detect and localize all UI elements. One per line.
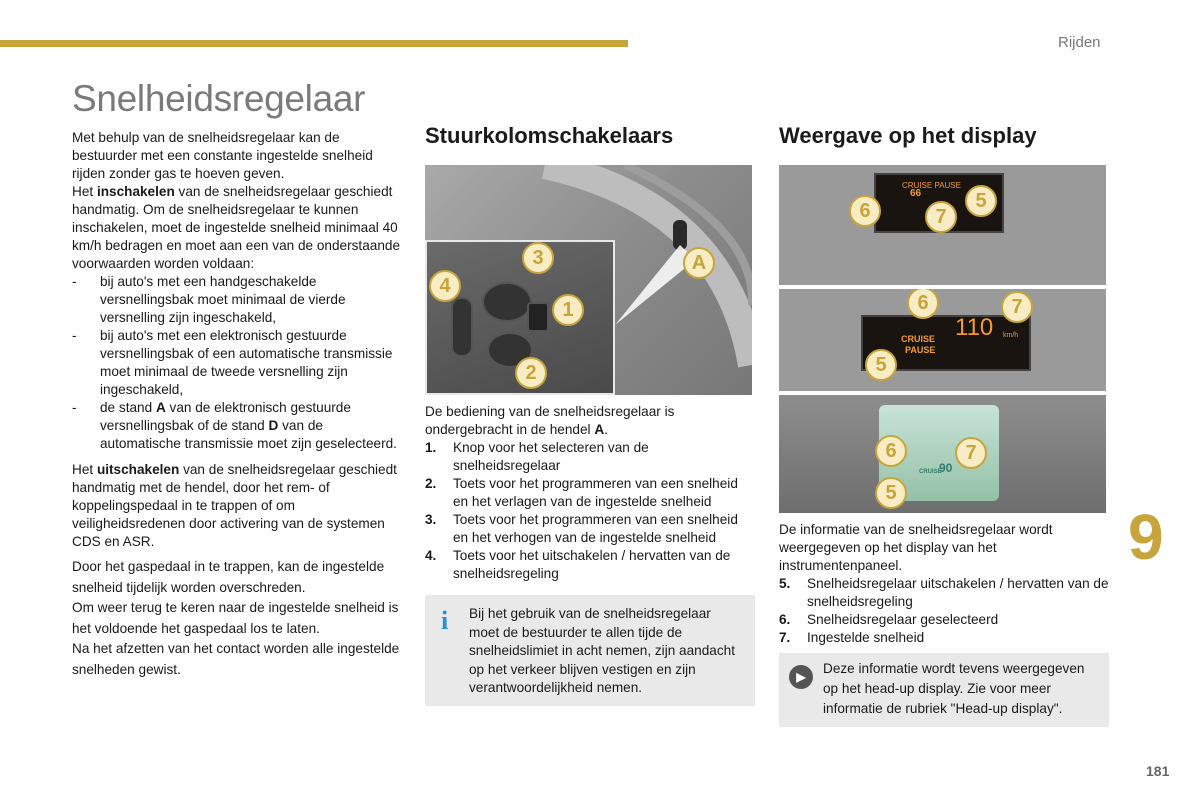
- display-speed-value: 66: [910, 188, 922, 199]
- display-mode-text: CRUISE PAUSE: [902, 181, 961, 190]
- display-list-item: 5. Snelheidsregelaar uitschakelen / hervatten van de snelheidsregeling: [779, 576, 1109, 609]
- disable-paragraph: Het uitschakelen van de snelheidsregelaar geschiedt handmatig met de hendel, door het rem- of koppelingspedaal in te trappen of om veiligheidsredenen door activering van de systemen CDS en ASR.: [72, 462, 397, 549]
- page-title: Snelheidsregelaar: [72, 78, 366, 119]
- callout-5: 5: [965, 185, 997, 217]
- display-description: De informatie van de snelheidsregelaar wordt weergegeven op het display van het instrumentenpaneel.: [779, 522, 1053, 573]
- display-heading: Weergave op het display: [779, 123, 1037, 148]
- cross-reference-icon: ▶: [789, 665, 813, 689]
- enable-paragraph: Het inschakelen van de snelheidsregelaar geschiedt handmatig. Om de snelheidsregelaar te kunnen inschakelen, moet de ingestelde snelheid minimaal 40 km/h bedragen en moet aan een van de onderstaande voorwaarden worden voldaan:: [72, 184, 401, 271]
- hud-speed-value: 90: [939, 461, 953, 475]
- display-list-item: 7. Ingestelde snelheid: [779, 630, 925, 645]
- hud-note: [779, 653, 1109, 727]
- controls-description: De bediening van de snelheidsregelaar is ondergebracht in de hendel A.: [425, 404, 675, 437]
- condition-item: - de stand A van de elektronisch gestuurde versnellingsbak of de stand D van de automatische transmissie moet zijn geselecteerd.: [72, 399, 407, 453]
- info-icon: i: [441, 606, 449, 635]
- callout-5: 5: [875, 477, 907, 509]
- steering-column-photo: [425, 165, 752, 395]
- selector-button: [527, 302, 549, 332]
- hud-note-text: Deze informatie wordt tevens weergegeven op het head-up display. Zie voor meer informatie de rubriek "Head-up display".: [823, 661, 1085, 716]
- override-paragraph: Door het gaspedaal in te trappen, kan de ingestelde snelheid tijdelijk worden overschreden.: [72, 559, 385, 595]
- pause-label: PAUSE: [905, 345, 936, 355]
- controls-list-item: 1. Knop voor het selecteren van de snelheidsregelaar: [425, 440, 649, 473]
- intro-paragraph: Met behulp van de snelheidsregelaar kan de bestuurder met een constante ingestelde snelheid rijden zonder gas te hoeven geven.: [72, 130, 373, 181]
- safety-note-text: Bij het gebruik van de snelheidsregelaar moet de bestuurder te allen tijde de snelheidslimiet in acht nemen, zijn aandacht op het verkeer blijven vestigen en zijn verantwoordelijkheid nemen.: [469, 606, 735, 695]
- callout-5: 5: [865, 349, 897, 381]
- page-number: 181: [1146, 763, 1170, 779]
- section-label: Rijden: [1058, 34, 1101, 51]
- condition-item: - bij auto's met een elektronisch gestuurde versnellingsbak of een automatische transmissie moet minimaal de tweede versnelling zijn ingeschakeld,: [72, 327, 407, 399]
- cruise-label: CRUISE: [901, 334, 936, 344]
- enable-keyword: inschakelen: [96, 184, 175, 199]
- condition-item: - bij auto's met een handgeschakelde versnellingsbak moet minimaal de vierde versnelling zijn ingeschakeld,: [72, 273, 407, 327]
- callout-4: 4: [429, 270, 461, 302]
- callout-2: 2: [515, 357, 547, 389]
- lever-end: [451, 297, 473, 357]
- header-accent-bar: [0, 40, 628, 47]
- head-up-display-photo: [779, 395, 1106, 513]
- safety-note: [425, 595, 755, 706]
- callout-1: 1: [552, 294, 584, 326]
- reset-paragraph: Na het afzetten van het contact worden alle ingestelde snelheden gewist.: [72, 641, 400, 677]
- controls-column: [425, 123, 755, 706]
- display-list-item: 6. Snelheidsregelaar geselecteerd: [779, 612, 999, 627]
- callout-6: 6: [849, 195, 881, 227]
- display-photo-2: [779, 289, 1106, 391]
- controls-list-item: 3. Toets voor het programmeren van een snelheid en het verhogen van de ingestelde snelheid: [425, 512, 738, 545]
- controls-list: [425, 439, 755, 583]
- display-column: [779, 123, 1109, 727]
- callout-a: A: [683, 247, 715, 279]
- callout-3: 3: [522, 242, 554, 274]
- controls-list-item: 2. Toets voor het programmeren van een snelheid en het verlagen van de ingestelde snelheid: [425, 476, 738, 509]
- hud-cruise-label: CRUISE: [919, 469, 942, 475]
- display-list: [779, 575, 1109, 647]
- lever-detail-inset: [425, 240, 615, 395]
- callout-7: 7: [1001, 291, 1033, 323]
- intro-column: [72, 129, 407, 680]
- set-speed-value: 110: [955, 314, 994, 341]
- chapter-number: 9: [1128, 501, 1164, 573]
- callout-7: 7: [925, 201, 957, 233]
- callout-6: 6: [907, 289, 939, 319]
- resume-paragraph: Om weer terug te keren naar de ingestelde snelheid is het voldoende het gaspedaal los te laten.: [72, 600, 399, 636]
- lever-knob-top: [482, 282, 532, 322]
- speed-unit: km/h: [1003, 332, 1019, 339]
- controls-list-item: 4. Toets voor het uitschakelen / hervatten van de snelheidsregeling: [425, 548, 731, 581]
- controls-heading: Stuurkolomschakelaars: [425, 123, 674, 148]
- display-photo-1: [779, 165, 1106, 285]
- callout-6: 6: [875, 435, 907, 467]
- conditions-list: [72, 273, 407, 453]
- callout-7: 7: [955, 437, 987, 469]
- disable-keyword: uitschakelen: [96, 462, 180, 477]
